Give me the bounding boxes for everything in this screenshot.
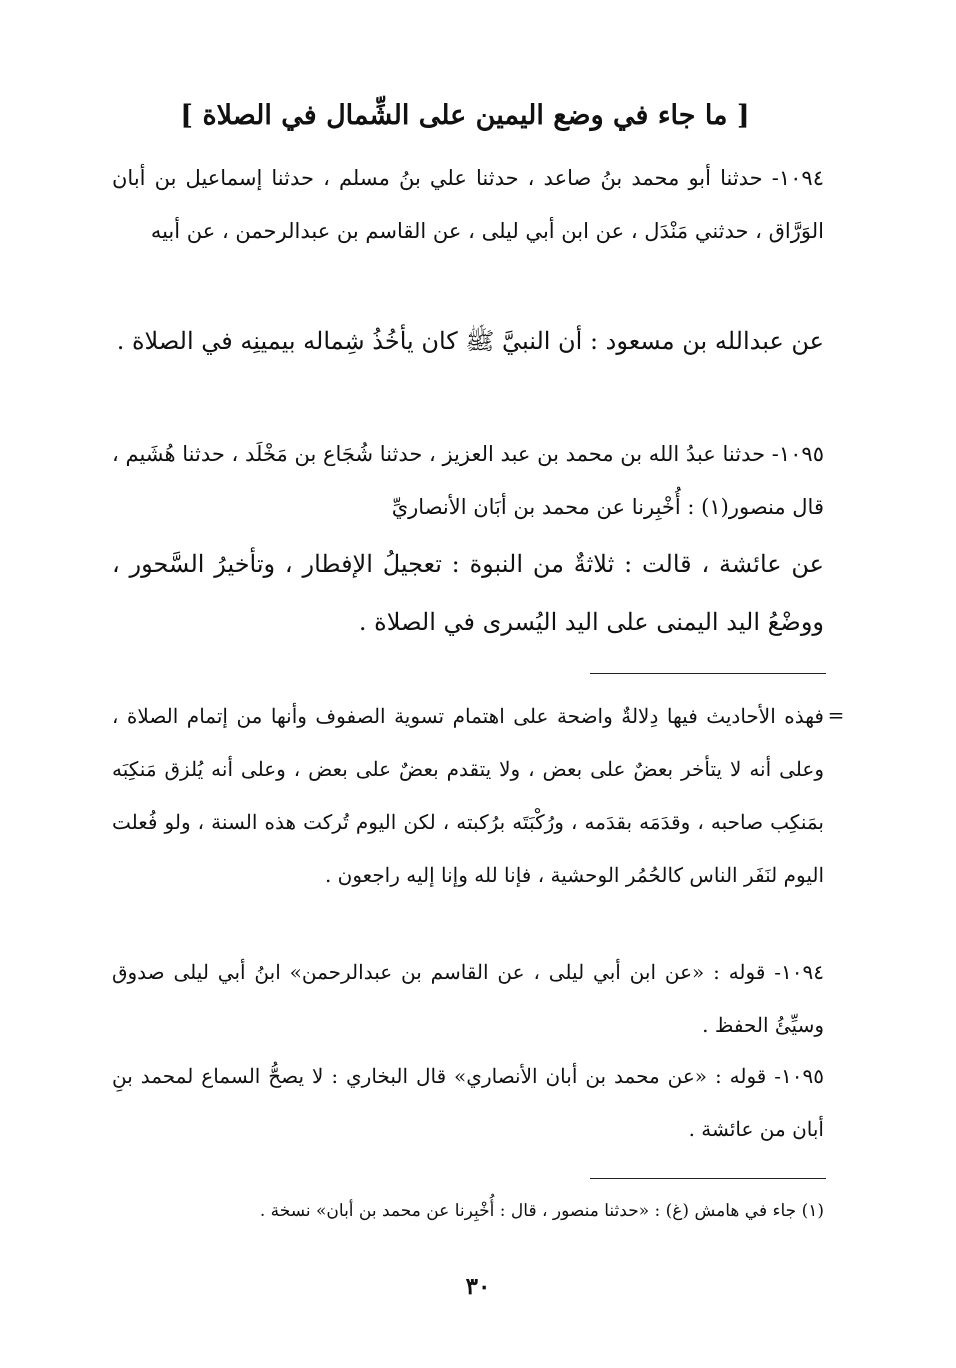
hadith-1094-matn: عن عبدالله بن مسعود : أن النبيَّ ﷺ كان يأخُذُ شِماله بيمينِه في الصلاة . xyxy=(116,327,824,355)
footnote-separator xyxy=(590,1178,826,1179)
hadith-1094-isnad: ١٠٩٤- حدثنا أبو محمد بنُ صاعد ، حدثنا علي بنُ مسلم ، حدثنا إسماعيل بن أبان الوَرَّاق ، حدثني مَنْدَل ، عن ابن أبي ليلى ، عن القاسم بن عبدالرحمن ، عن أبيه xyxy=(112,166,824,243)
commentary-note-1094: ١٠٩٤- قوله : «عن ابن أبي ليلى ، عن القاسم بن عبدالرحمن» ابنُ أبي ليلى صدوق وسيِّئُ الحفظ . xyxy=(112,960,824,1037)
commentary-continuation: فهذه الأحاديث فيها دِلالةٌ واضحة على اهتمام تسوية الصفوف وأنها من إتمام الصلاة ، وعلى أنه لا يتأخر بعضٌ على بعض ، ولا يتقدم بعضٌ على بعض ، وعلى أنه يُلزق مَنكِبَه بمَنكِب صاحبه ، وقدَمَه بقدَمه ، ورُكْبَتَه برُكبته ، لكن اليوم تُركت هذه السنة ، ولو فُعلت اليوم لنَفَر الناس كالحُمُر الوحشية ، فإنا لله وإنا إليه راجعون . xyxy=(112,704,824,887)
commentary-note-1095: ١٠٩٥- قوله : «عن محمد بن أبان الأنصاري» قال البخاري : لا يصحُّ السماع لمحمد بنِ أبان من عائشة . xyxy=(112,1064,824,1141)
continuation-marker: = xyxy=(827,703,845,727)
footnote: (١) جاء في هامش (غ) : «حدثنا منصور ، قال : أُخْبِرنا عن محمد بن أبان» نسخة . xyxy=(259,1201,824,1221)
hadith-1095-isnad: ١٠٩٥- حدثنا عبدُ الله بن محمد بن عبد العزيز ، حدثنا شُجَاع بن مَخْلَد ، حدثنا هُشَيم ، قال منصور(١) : أُخْبِرنا عن محمد بن أبَان الأنصاريِّ xyxy=(112,442,824,519)
page-number: ٣٠ xyxy=(465,1273,491,1300)
hadith-1095-matn: عن عائشة ، قالت : ثلاثةٌ من النبوة : تعجيلُ الإفطار ، وتأخيرُ السَّحور ، ووضْعُ اليد اليمنى على اليد اليُسرى في الصلاة . xyxy=(112,550,824,636)
commentary-separator xyxy=(590,673,826,674)
chapter-heading: [ ما جاء في وضع اليمين على الشِّمال في الصلاة ] xyxy=(180,100,750,131)
